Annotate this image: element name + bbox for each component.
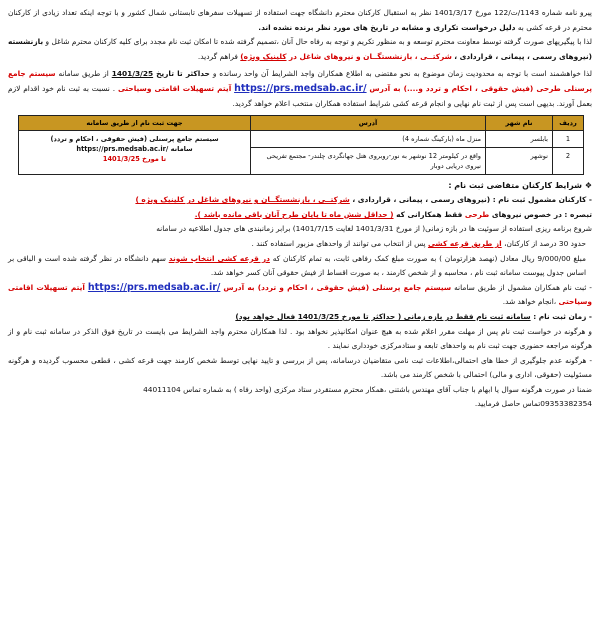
payment-emphasis: در قرعه کشی انتخاب شوند bbox=[168, 253, 270, 263]
deadline-label: حداکثر تا تاریخ bbox=[156, 69, 210, 79]
lottery-percent-line bbox=[8, 237, 592, 252]
col-header-address: آدرس bbox=[251, 116, 486, 131]
contact-phone-line: 09353382354تماس حاصل فرمایید. bbox=[474, 399, 592, 409]
portal-link[interactable]: https://prs.medsab.ac.ir/ bbox=[87, 281, 221, 293]
address-cell: واقع در کیلومتر 12 نوشهر به نور-روبروی هتل جهانگردی چلندر- مجتمع تفریحی نیروی دریایی دوبار bbox=[251, 148, 486, 175]
intro-emphasis: دلیل درخواست تکراری و مشابه در تاریخ های مورد نظر برنده نشده اند. bbox=[258, 22, 516, 32]
col-header-city: نام شهر bbox=[486, 116, 553, 131]
registration-deadline: تا مورخ 1401/3/25 bbox=[102, 155, 167, 164]
portal-link[interactable]: https://prs.medsab.ac.ir/ bbox=[234, 82, 367, 94]
intro-text: لذا خواهشمند است با توجه به محدودیت زمان موضوع به نحو مقتضی به اطلاع همکاران واجد الشرایط آن واحد رسانده و bbox=[212, 69, 592, 79]
conditions-title-text: شرایط کارکنان متقاضی ثبت نام : bbox=[448, 181, 583, 191]
registration-link[interactable]: https://prs.medsab.ac.ir/ سامانه bbox=[76, 145, 193, 154]
lottery-emphasis: از طریق قرعه کشی bbox=[427, 238, 502, 248]
eligible-text: - کارکنان مشمول ثبت نام : (نیروهای رسمی ، پیمانی ، قراردادی ، bbox=[352, 195, 592, 205]
registration-cell bbox=[19, 131, 251, 175]
col-header-row-number: ردیف bbox=[553, 116, 584, 131]
city-cell: بابلسر bbox=[486, 131, 553, 148]
col-header-registration: جهت ثبت نام از طریق سامانه bbox=[19, 116, 251, 131]
intro-paragraph-3 bbox=[8, 67, 592, 111]
note-condition: ( حداقل شش ماه تا پایان طرح آنان باقی مانده باشد ). bbox=[194, 209, 394, 219]
eligible-staff-line bbox=[8, 193, 592, 208]
late-request-line: و هرگونه در خواست ثبت نام پس از مهلت مقرر اعلام شده به هیچ عنوان امکانپذیر نخواهد بود . لذا همکاران محترم واجد الشرایط می بایست در تاریخ فوق الذکر در سامانه ثبت نام و از هرگونه مراجعه حضوری جهت ثبت نام به واحدهای تابعه و ستادمرکزی خودداری نمایند . bbox=[8, 326, 592, 351]
deadline-date: 1401/3/25 bbox=[111, 69, 154, 79]
letter-page bbox=[8, 0, 592, 412]
intro-special-clinic: کلینیک ویژه) bbox=[240, 51, 287, 61]
intro-text: . نسبت به ثبت نام خود اقدام لازم بعمل آورند. بدیهی است پس از ثبت نام نهایی و انجام قرعه کشی شرایط استفاده همکاران منتخب اعلام خواهد گردید. bbox=[8, 83, 592, 108]
table-row bbox=[19, 131, 584, 148]
registration-method-line bbox=[8, 281, 592, 310]
note-line bbox=[8, 208, 592, 223]
lottery-text: پس از انتخاب می توانند از واحدهای مزبور استفاده کنند . bbox=[251, 238, 426, 248]
intro-text: لذا با پیگیریهای صورت گرفته توسط معاونت محترم توسعه و به منظور تکریم و توجه به رفاه حال آنان ،تصمیم گرفته شده تا امکان ثبت نام مجدد برای کلیه کارکنان محترم شاغل و bbox=[45, 37, 592, 47]
row-number: 2 bbox=[553, 148, 584, 175]
city-cell: نوشهر bbox=[486, 148, 553, 175]
lottery-text: حدود 30 درصد از کارکنان، bbox=[504, 238, 586, 248]
conditions-title bbox=[8, 179, 592, 193]
row-number: 1 bbox=[553, 131, 584, 148]
registration-system-name: سیستم جامع پرسنلی (فیش حقوقی ، احکام و تردد) به آدرس bbox=[223, 282, 452, 292]
intro-text: از طریق سامانه bbox=[58, 69, 109, 79]
registration-text: - ثبت نام همکاران مشمول از طریق سامانه bbox=[454, 282, 592, 292]
diamond-bullet-icon: ❖ bbox=[582, 181, 592, 191]
note-text: تبصره : در خصوص نیروهای bbox=[491, 209, 592, 219]
payment-text: مبلغ 9/000/00 ریال معادل (نهصد هزارتومان ) به صورت مبلغ کمک رفاهی ثابت، به تمام کارکنان که bbox=[272, 253, 586, 263]
eligible-groups-red: شرکتــی ، بازنشستگــان و نیروهای شاغل در کلینیک ویژه ) bbox=[135, 195, 350, 205]
payment-line bbox=[8, 252, 592, 281]
table-header-row bbox=[19, 116, 584, 131]
payment-text: سهم دانشگاه در نظر گرفته شده است و الباقی بر اساس جدول پیوست سامانه ثبت نام ، محاسبه و از شخص کارمند ، به صورت اقساط از فیش حقوقی آنان کسر خواهد شد. bbox=[8, 253, 586, 278]
registration-time-line bbox=[8, 310, 592, 325]
schedule-line: شروع برنامه ریزی استفاده از سوئیت ها در بازه زمانی( از مورخ 1401/3/31 لغایت 1401/7/15) برابر زمانبندی های جدول اطلاعیه در سامانه bbox=[156, 224, 592, 234]
registration-text: ،انجام خواهد شد. bbox=[502, 297, 557, 307]
welfare-item: آیتم تسهیلات اقامتی وسیاحتی bbox=[8, 282, 592, 307]
intro-paragraph-2 bbox=[8, 35, 592, 64]
intro-eligible-groups: بازنشسته (نیروهای رسمی ، پیمانی ، قراردادی ، bbox=[8, 37, 592, 61]
registration-time-label: - زمان ثبت نام : bbox=[533, 311, 592, 321]
system-name: سیستم جامع پرسنلی طرحی (فیش حقوقی ، احکام و تردد و....) به آدرس bbox=[8, 69, 592, 93]
welfare-item: آیتم تسهیلات اقامتی وسیاحتی bbox=[117, 83, 232, 93]
intro-text: فراهم گردید. bbox=[197, 51, 238, 61]
intro-paragraph-1 bbox=[8, 6, 592, 35]
note-plan-staff: طرحی bbox=[464, 209, 490, 219]
responsibility-line: - هرگونه عدم جلوگیری از خطا های احتمالی،اطلاعات ثبت نامی متقاضیان درسامانه، پس از بررسی و تایید نهایی توسط شخص کارمند جهت قرعه کشی ، قطعی محسوب گردیده و هرگونه مسئولیت (حقوقی، اداری و مالی) احتمالی با شخص کارمند می باشد. bbox=[8, 355, 592, 380]
address-cell: منزل ماه (بارکینگ شماره 4) bbox=[251, 131, 486, 148]
contact-line: ضمنا در صورت هرگونه سوال یا ابهام با جناب آقای مهندس باشتنی ،همکار محترم مستقردر ستاد مرکزی (واحد رفاه ) به شماره تماس 44011104 bbox=[143, 384, 592, 394]
registration-system: سیستم جامع پرسنلی (فیش حقوقی ، احکام و تردد) bbox=[50, 135, 219, 144]
accommodation-table bbox=[18, 115, 584, 175]
intro-eligible-groups-red: شرکتــی ، بازنشستگــان و نیروهای شاغل در bbox=[288, 51, 452, 61]
registration-time-window: سامانه ثبت نام فقط در بازه زمانی ( حداکثر تا مورخ 1401/3/25 فعال خواهد بود) bbox=[235, 311, 531, 321]
note-text: فقط همکارانی که bbox=[396, 209, 463, 219]
intro-text: پیرو نامه شماره 1143/ت/122 مورخ 1401/3/17 نظر به استقبال کارکنان محترم دانشگاه جهت استفاده از تسهیلات سفرهای تابستانی شمال کشور و با توجه اینکه تعداد زیادی از کارکنان محترم در قرعه کشی به bbox=[8, 8, 592, 32]
